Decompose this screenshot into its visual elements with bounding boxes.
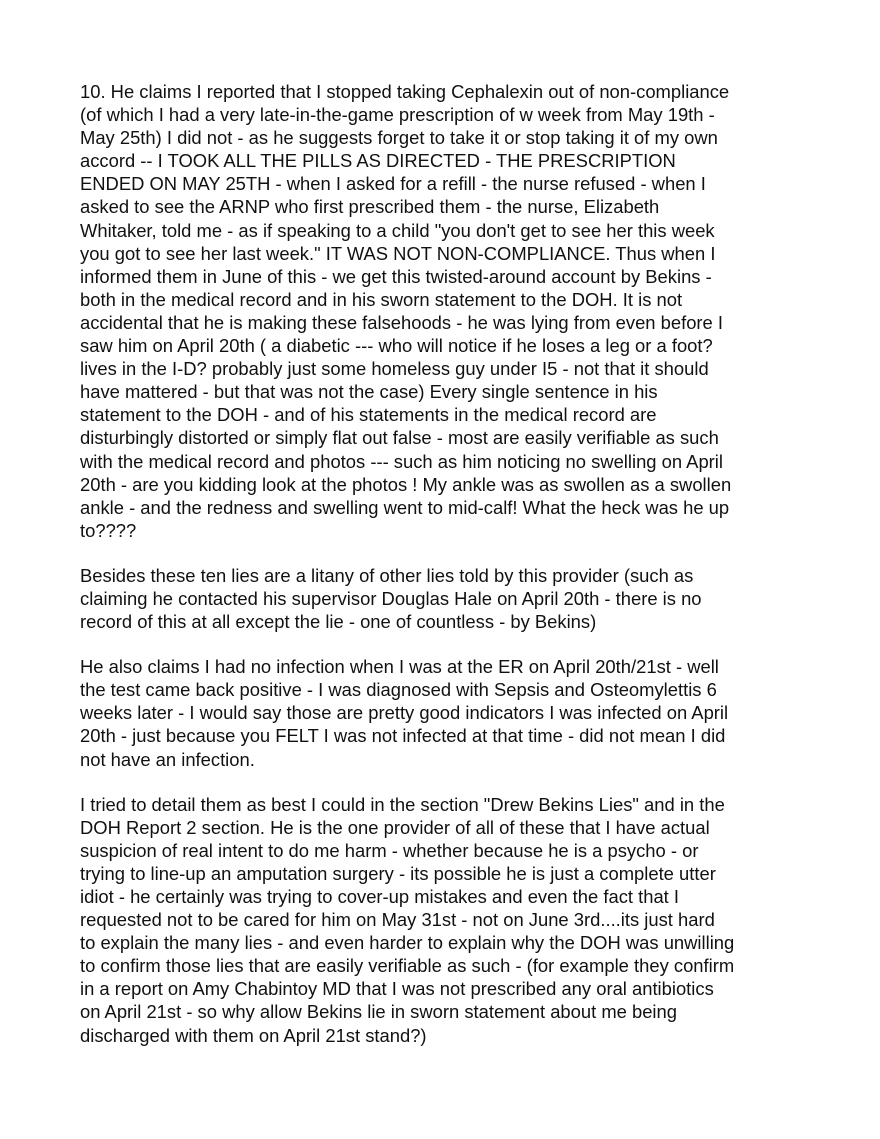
paragraph-infection-claim: He also claims I had no infection when I was at the ER on April 20th/21st - well the test came back positive - I was diagnosed with Sepsis and Osteomylettis 6 weeks later - I would say those are pretty good indicators I was infected on April 20th - just because you FELT I was not infected at that time - did not mean I did not have an infection. <box>80 656 729 770</box>
paragraph-item-10-cephalexin: 10. He claims I reported that I stopped taking Cephalexin out of non-compliance (of which I had a very late-in-the-game prescription of w week from May 19th - May 25th) I did not - as he suggests forget to take it or stop taking it of my own accord -- I TOOK ALL THE PILLS AS DIRECTED - THE PRESCRIPTION ENDED ON MAY 25TH - when I asked for a refill - the nurse refused - when I asked to see the ARNP who first prescribed them - the nurse, Elizabeth Whitaker, told me - as if speaking to a child "you don't get to see her this week you got to see her last week." IT WAS NOT NON-COMPLIANCE. Thus when I informed them in June of this - we get this twisted-around account by Bekins - both in the medical record and in his sworn statement to the DOH. It is not accidental that he is making these falsehoods - he was lying from even before I saw him on April 20th ( a diabetic --- who will notice if he loses a leg or a foot? lives in the I-D? probably just some homeless guy under I5 - not that it should have mattered - but that was not the case) Every single sentence in his statement to the DOH - and of his statements in the medical record are disturbingly distorted or simply flat out false - most are easily verifiable as such with the medical record and photos --- such as him noticing no swelling on April 20th - are you kidding look at the photos ! My ankle was as swollen as a swollen ankle - and the redness and swelling went to mid-calf! What the heck was he up to???? <box>80 81 732 541</box>
paragraph-detail-summary: I tried to detail them as best I could in the section "Drew Bekins Lies" and in the DOH Report 2 section. He is the one provider of all of these that I have actual suspicion of real intent to do me harm - whether because he is a psycho - or trying to line-up an amputation surgery - its possible he is just a complete utter idiot - he certainly was trying to cover-up mistakes and even the fact that I requested not to be cared for him on May 31st - not on June 3rd....its just hard to explain the many lies - and even harder to explain why the DOH was unwilling to confirm those lies that are easily verifiable as such - (for example they confirm in a report on Amy Chabintoy MD that I was not prescribed any oral antibiotics on April 21st - so why allow Bekins lie in sworn statement about me being discharged with them on April 21st stand?) <box>80 793 735 1046</box>
paragraph-other-lies: Besides these ten lies are a litany of other lies told by this provider (such as claiming he contacted his supervisor Douglas Hale on April 20th - there is no record of this at all except the lie - one of countless - by Bekins) <box>80 564 702 633</box>
